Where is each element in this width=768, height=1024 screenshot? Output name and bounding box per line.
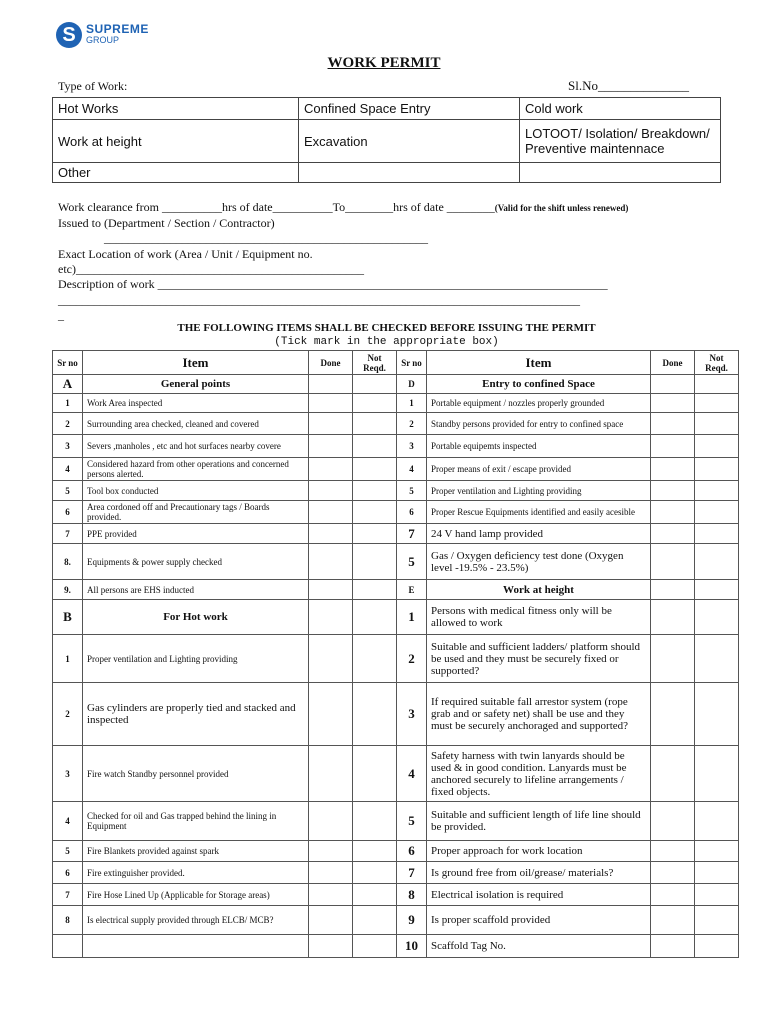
sr-no: 1 bbox=[397, 600, 427, 635]
work-type-cell[interactable] bbox=[520, 163, 721, 183]
checklist-item: Equipments & power supply checked bbox=[83, 544, 309, 580]
done-checkbox[interactable] bbox=[651, 906, 695, 935]
not-reqd-checkbox[interactable] bbox=[695, 394, 739, 413]
not-reqd-checkbox[interactable] bbox=[695, 600, 739, 635]
checklist-item: Fire watch Standby personnel provided bbox=[83, 746, 309, 802]
checklist-subheading: (Tick mark in the appropriate box) bbox=[274, 336, 499, 348]
item-header: Item bbox=[83, 351, 309, 375]
checklist-item: Proper ventilation and Lighting providing bbox=[427, 481, 651, 501]
sr-no: 2 bbox=[53, 683, 83, 746]
checklist-item: Scaffold Tag No. bbox=[427, 935, 651, 958]
checklist-row bbox=[53, 481, 739, 501]
done-header: Done bbox=[651, 351, 695, 375]
sr-no: D bbox=[397, 375, 427, 394]
done-checkbox[interactable] bbox=[309, 683, 353, 746]
done-checkbox[interactable] bbox=[309, 802, 353, 841]
done-checkbox[interactable] bbox=[309, 458, 353, 481]
checklist-row bbox=[53, 544, 739, 580]
checklist-item: Fire extinguisher provided. bbox=[83, 862, 309, 884]
checklist-item: Proper means of exit / escape provided bbox=[427, 458, 651, 481]
checklist-item: Proper ventilation and Lighting providing bbox=[83, 635, 309, 683]
serial-number: Sl.No______________ bbox=[568, 78, 689, 93]
done-checkbox[interactable] bbox=[309, 413, 353, 435]
done-checkbox[interactable] bbox=[309, 394, 353, 413]
done-checkbox[interactable] bbox=[651, 580, 695, 600]
checklist-row bbox=[53, 841, 739, 862]
done-checkbox[interactable] bbox=[651, 746, 695, 802]
checklist-item: Proper approach for work location bbox=[427, 841, 651, 862]
done-checkbox[interactable] bbox=[309, 841, 353, 862]
not-reqd-checkbox[interactable] bbox=[695, 580, 739, 600]
sr-no: 1 bbox=[53, 394, 83, 413]
checklist-item: Work Area inspected bbox=[83, 394, 309, 413]
not-reqd-checkbox[interactable] bbox=[695, 841, 739, 862]
checklist-item: Gas / Oxygen deficiency test done (Oxygen level -19.5% - 23.5%) bbox=[427, 544, 651, 580]
checklist-row bbox=[53, 524, 739, 544]
checklist-item: Electrical isolation is required bbox=[427, 884, 651, 906]
checklist-item: PPE provided bbox=[83, 524, 309, 544]
sr-no: 4 bbox=[53, 458, 83, 481]
not-reqd-checkbox[interactable] bbox=[353, 862, 397, 884]
checklist-row bbox=[53, 862, 739, 884]
done-checkbox[interactable] bbox=[309, 884, 353, 906]
done-checkbox[interactable] bbox=[309, 862, 353, 884]
sr-no: 6 bbox=[53, 862, 83, 884]
sr-no: 1 bbox=[53, 635, 83, 683]
done-checkbox[interactable] bbox=[651, 375, 695, 394]
not-reqd-checkbox[interactable] bbox=[353, 413, 397, 435]
done-checkbox[interactable] bbox=[651, 501, 695, 524]
checklist-row bbox=[53, 906, 739, 935]
checklist-item: Proper Rescue Equipments identified and easily acesible bbox=[427, 501, 651, 524]
checklist-row bbox=[53, 394, 739, 413]
work-type-cell[interactable]: Excavation bbox=[299, 120, 520, 163]
checklist-row bbox=[53, 600, 739, 635]
sr-no: 3 bbox=[397, 683, 427, 746]
sr-no: 2 bbox=[53, 413, 83, 435]
sr-no-header: Sr no bbox=[53, 351, 83, 375]
done-checkbox[interactable] bbox=[309, 600, 353, 635]
done-checkbox[interactable] bbox=[651, 802, 695, 841]
checklist-item: Area cordoned off and Precautionary tags / Boards provided. bbox=[83, 501, 309, 524]
sr-no-header: Sr no bbox=[397, 351, 427, 375]
checklist-row bbox=[53, 683, 739, 746]
not-reqd-checkbox[interactable] bbox=[353, 394, 397, 413]
checklist-row bbox=[53, 746, 739, 802]
not-reqd-checkbox[interactable] bbox=[353, 458, 397, 481]
done-checkbox[interactable] bbox=[651, 458, 695, 481]
sr-no bbox=[53, 935, 83, 958]
not-reqd-checkbox[interactable] bbox=[353, 501, 397, 524]
not-reqd-checkbox[interactable] bbox=[353, 683, 397, 746]
sr-no: B bbox=[53, 600, 83, 635]
checklist-item: Surrounding area checked, cleaned and covered bbox=[83, 413, 309, 435]
type-of-work-label: Type of Work: bbox=[58, 79, 128, 93]
logo-line-1: SUPREME bbox=[86, 22, 149, 36]
section-heading: General points bbox=[83, 375, 309, 394]
checklist-item bbox=[83, 935, 309, 958]
section-heading: For Hot work bbox=[83, 600, 309, 635]
location-label: Exact Location of work (Area / Unit / Equipment no. bbox=[58, 247, 313, 261]
not-reqd-checkbox[interactable] bbox=[353, 935, 397, 958]
sr-no: 5 bbox=[397, 802, 427, 841]
not-reqd-checkbox[interactable] bbox=[695, 435, 739, 458]
sr-no: 8 bbox=[397, 884, 427, 906]
description-line-3[interactable]: _ bbox=[58, 308, 64, 322]
not-reqd-checkbox[interactable] bbox=[695, 524, 739, 544]
work-type-cell[interactable] bbox=[299, 163, 520, 183]
section-heading: Work at height bbox=[427, 580, 651, 600]
issued-to-field[interactable]: ______________________________________________________ bbox=[104, 231, 428, 245]
checklist-row bbox=[53, 580, 739, 600]
sr-no: 5 bbox=[397, 544, 427, 580]
done-checkbox[interactable] bbox=[651, 600, 695, 635]
not-reqd-checkbox[interactable] bbox=[353, 375, 397, 394]
checklist-item: Fire Hose Lined Up (Applicable for Storage areas) bbox=[83, 884, 309, 906]
work-clearance-line: Work clearance from __________hrs of date__________To________hrs of date ________(Valid for the shift unless renewed) bbox=[58, 200, 629, 214]
sr-no: 6 bbox=[397, 501, 427, 524]
work-type-cell[interactable]: Other bbox=[53, 163, 299, 183]
done-checkbox[interactable] bbox=[309, 544, 353, 580]
sr-no: 3 bbox=[53, 746, 83, 802]
checklist-item: All persons are EHS inducted bbox=[83, 580, 309, 600]
checklist-item: Safety harness with twin lanyards should be used & in good condition. Lanyards must be anchored securely to lifeline arrangements / fixed objects. bbox=[427, 746, 651, 802]
done-checkbox[interactable] bbox=[651, 524, 695, 544]
not-reqd-header: Not Reqd. bbox=[353, 351, 397, 375]
sr-no: 2 bbox=[397, 635, 427, 683]
checklist-item: If required suitable fall arrestor system (rope grab and or safety net) shall be use and they must be securely anchoraged and supported? bbox=[427, 683, 651, 746]
checklist-row bbox=[53, 458, 739, 481]
sr-no: 6 bbox=[53, 501, 83, 524]
done-checkbox[interactable] bbox=[651, 841, 695, 862]
not-reqd-header: Not Reqd. bbox=[695, 351, 739, 375]
not-reqd-checkbox[interactable] bbox=[695, 935, 739, 958]
not-reqd-checkbox[interactable] bbox=[695, 635, 739, 683]
done-checkbox[interactable] bbox=[309, 580, 353, 600]
item-header: Item bbox=[427, 351, 651, 375]
description-field[interactable]: Description of work ___________________________________________________________________________ bbox=[58, 277, 608, 291]
done-checkbox[interactable] bbox=[651, 435, 695, 458]
checklist-item: Portable equipment / nozzles properly grounded bbox=[427, 394, 651, 413]
done-checkbox[interactable] bbox=[651, 884, 695, 906]
not-reqd-checkbox[interactable] bbox=[695, 501, 739, 524]
sr-no: A bbox=[53, 375, 83, 394]
done-checkbox[interactable] bbox=[309, 524, 353, 544]
work-type-cell[interactable]: LOTOOT/ Isolation/ Breakdown/ Preventive maintennace bbox=[520, 120, 721, 163]
done-checkbox[interactable] bbox=[309, 746, 353, 802]
checklist-item: Persons with medical fitness only will be allowed to work bbox=[427, 600, 651, 635]
done-checkbox[interactable] bbox=[309, 481, 353, 501]
checklist-item: Considered hazard from other operations and concerned persons alerted. bbox=[83, 458, 309, 481]
checklist-item: 24 V hand lamp provided bbox=[427, 524, 651, 544]
checklist-row bbox=[53, 375, 739, 394]
sr-no: E bbox=[397, 580, 427, 600]
sr-no: 6 bbox=[397, 841, 427, 862]
not-reqd-checkbox[interactable] bbox=[353, 802, 397, 841]
not-reqd-checkbox[interactable] bbox=[695, 481, 739, 501]
sr-no: 9. bbox=[53, 580, 83, 600]
done-checkbox[interactable] bbox=[651, 935, 695, 958]
sr-no: 7 bbox=[397, 862, 427, 884]
logo-line-2: GROUP bbox=[86, 35, 120, 45]
checklist-row bbox=[53, 935, 739, 958]
checklist-item: Gas cylinders are properly tied and stacked and inspected bbox=[83, 683, 309, 746]
done-checkbox[interactable] bbox=[651, 481, 695, 501]
checklist-row bbox=[53, 635, 739, 683]
not-reqd-checkbox[interactable] bbox=[695, 746, 739, 802]
location-field[interactable]: etc)________________________________________________ bbox=[58, 262, 364, 276]
section-heading: Entry to confined Space bbox=[427, 375, 651, 394]
not-reqd-checkbox[interactable] bbox=[353, 600, 397, 635]
not-reqd-checkbox[interactable] bbox=[695, 544, 739, 580]
not-reqd-checkbox[interactable] bbox=[353, 635, 397, 683]
checklist-item: Standby persons provided for entry to confined space bbox=[427, 413, 651, 435]
not-reqd-checkbox[interactable] bbox=[695, 862, 739, 884]
checklist-row bbox=[53, 435, 739, 458]
sr-no: 3 bbox=[397, 435, 427, 458]
done-checkbox[interactable] bbox=[309, 906, 353, 935]
not-reqd-checkbox[interactable] bbox=[353, 746, 397, 802]
checklist-item: Suitable and sufficient length of life line should be provided. bbox=[427, 802, 651, 841]
done-checkbox[interactable] bbox=[309, 635, 353, 683]
checklist-row bbox=[53, 501, 739, 524]
done-checkbox[interactable] bbox=[309, 501, 353, 524]
checklist-item: Is ground free from oil/grease/ materials? bbox=[427, 862, 651, 884]
checklist-row bbox=[53, 413, 739, 435]
not-reqd-checkbox[interactable] bbox=[353, 580, 397, 600]
sr-no: 5 bbox=[53, 481, 83, 501]
sr-no: 9 bbox=[397, 906, 427, 935]
done-checkbox[interactable] bbox=[309, 435, 353, 458]
company-logo bbox=[56, 22, 149, 48]
done-header: Done bbox=[309, 351, 353, 375]
sr-no: 3 bbox=[53, 435, 83, 458]
sr-no: 4 bbox=[53, 802, 83, 841]
done-checkbox[interactable] bbox=[309, 935, 353, 958]
not-reqd-checkbox[interactable] bbox=[695, 906, 739, 935]
sr-no: 2 bbox=[397, 413, 427, 435]
done-checkbox[interactable] bbox=[309, 375, 353, 394]
work-type-cell[interactable]: Confined Space Entry bbox=[299, 98, 520, 120]
checklist-item: Checked for oil and Gas trapped behind the lining in Equipment bbox=[83, 802, 309, 841]
validity-note: (Valid for the shift unless renewed) bbox=[494, 203, 629, 213]
sr-no: 8 bbox=[53, 906, 83, 935]
sr-no: 1 bbox=[397, 394, 427, 413]
sr-no: 5 bbox=[397, 481, 427, 501]
not-reqd-checkbox[interactable] bbox=[695, 802, 739, 841]
done-checkbox[interactable] bbox=[651, 544, 695, 580]
checklist-item: Is electrical supply provided through ELCB/ MCB? bbox=[83, 906, 309, 935]
not-reqd-checkbox[interactable] bbox=[353, 841, 397, 862]
work-type-cell[interactable]: Cold work bbox=[520, 98, 721, 120]
page-title: WORK PERMIT bbox=[327, 55, 441, 71]
checklist-row bbox=[53, 884, 739, 906]
sr-no: 8. bbox=[53, 544, 83, 580]
sr-no: 4 bbox=[397, 746, 427, 802]
sr-no: 7 bbox=[53, 524, 83, 544]
sr-no: 7 bbox=[53, 884, 83, 906]
not-reqd-checkbox[interactable] bbox=[353, 481, 397, 501]
description-line-2[interactable]: _______________________________________________________________________________________ bbox=[58, 293, 580, 307]
done-checkbox[interactable] bbox=[651, 635, 695, 683]
checklist-item: Suitable and sufficient ladders/ platform should be used and they must be securely fixed or supported? bbox=[427, 635, 651, 683]
issued-to-label: Issued to (Department / Section / Contractor) bbox=[58, 216, 275, 230]
sr-no: 10 bbox=[397, 935, 427, 958]
checklist-row bbox=[53, 802, 739, 841]
logo-icon: S bbox=[56, 22, 82, 48]
checklist-item: Is proper scaffold provided bbox=[427, 906, 651, 935]
sr-no: 5 bbox=[53, 841, 83, 862]
not-reqd-checkbox[interactable] bbox=[353, 544, 397, 580]
checklist-item: Severs ,manholes , etc and hot surfaces nearby covere bbox=[83, 435, 309, 458]
sr-no: 4 bbox=[397, 458, 427, 481]
not-reqd-checkbox[interactable] bbox=[695, 683, 739, 746]
work-type-table bbox=[52, 97, 721, 183]
checklist-table bbox=[52, 350, 739, 958]
done-checkbox[interactable] bbox=[651, 862, 695, 884]
not-reqd-checkbox[interactable] bbox=[695, 375, 739, 394]
checklist-item: Tool box conducted bbox=[83, 481, 309, 501]
checklist-heading: THE FOLLOWING ITEMS SHALL BE CHECKED BEFORE ISSUING THE PERMIT bbox=[177, 322, 596, 334]
not-reqd-checkbox[interactable] bbox=[353, 524, 397, 544]
not-reqd-checkbox[interactable] bbox=[353, 435, 397, 458]
not-reqd-checkbox[interactable] bbox=[353, 884, 397, 906]
not-reqd-checkbox[interactable] bbox=[695, 458, 739, 481]
checklist-item: Portable equipemts inspected bbox=[427, 435, 651, 458]
not-reqd-checkbox[interactable] bbox=[695, 884, 739, 906]
done-checkbox[interactable] bbox=[651, 394, 695, 413]
sr-no: 7 bbox=[397, 524, 427, 544]
done-checkbox[interactable] bbox=[651, 413, 695, 435]
work-type-cell[interactable]: Work at height bbox=[53, 120, 299, 163]
work-type-cell[interactable]: Hot Works bbox=[53, 98, 299, 120]
done-checkbox[interactable] bbox=[651, 683, 695, 746]
not-reqd-checkbox[interactable] bbox=[695, 413, 739, 435]
checklist-item: Fire Blankets provided against spark bbox=[83, 841, 309, 862]
not-reqd-checkbox[interactable] bbox=[353, 906, 397, 935]
